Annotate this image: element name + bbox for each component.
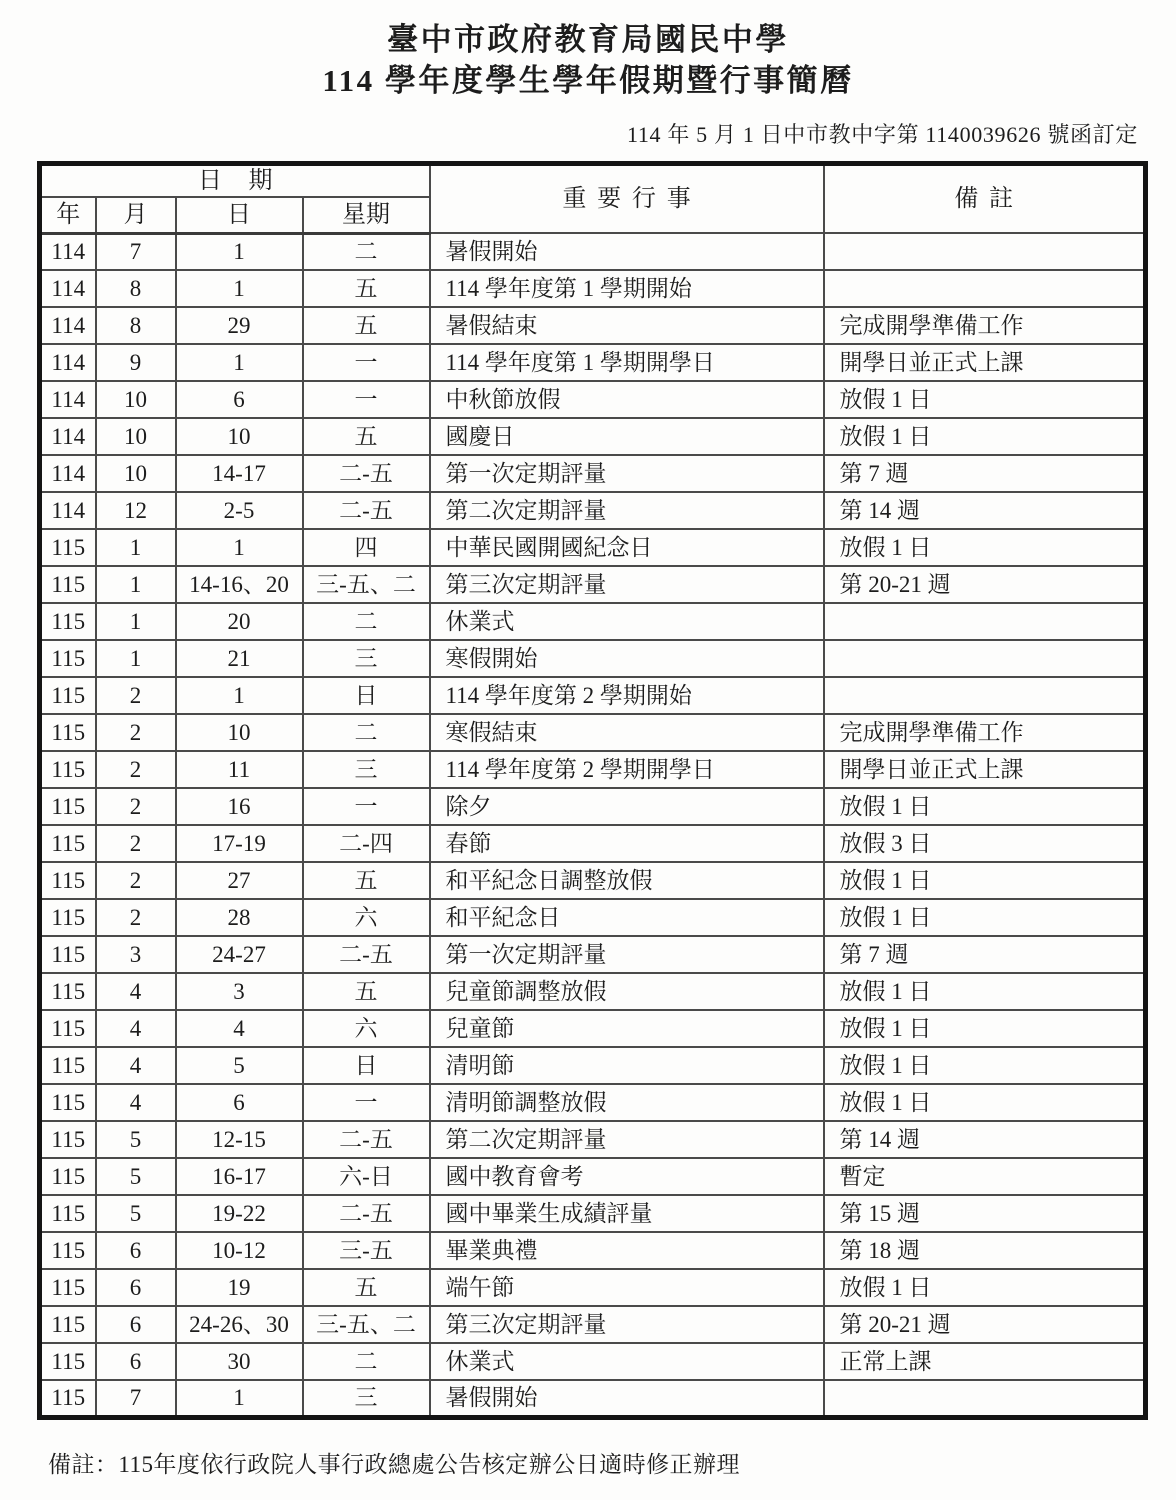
cell-weekday: 五	[303, 1269, 430, 1306]
table-row	[40, 862, 1146, 899]
cell-weekday: 二-五	[303, 1195, 430, 1232]
cell-weekday: 二-五	[303, 455, 430, 492]
cell-month: 2	[96, 899, 176, 936]
table-row	[40, 1306, 1146, 1343]
header-weekday: 星期	[303, 197, 430, 233]
cell-month: 4	[96, 1047, 176, 1084]
header-month: 月	[96, 197, 176, 233]
cell-day: 19-22	[176, 1195, 303, 1232]
table-row	[40, 714, 1146, 751]
cell-weekday: 三-五、二	[303, 566, 430, 603]
cell-year: 115	[40, 936, 96, 973]
cell-event: 中秋節放假	[430, 381, 824, 418]
cell-event: 暑假開始	[430, 1380, 824, 1417]
table-row	[40, 825, 1146, 862]
cell-weekday: 日	[303, 1047, 430, 1084]
table-row	[40, 1343, 1146, 1380]
cell-month: 1	[96, 603, 176, 640]
header-remarks: 備註	[824, 163, 1146, 233]
cell-year: 114	[40, 270, 96, 307]
cell-year: 115	[40, 1084, 96, 1121]
cell-day: 24-26、30	[176, 1306, 303, 1343]
cell-remark: 放假 1 日	[824, 1047, 1146, 1084]
cell-year: 114	[40, 381, 96, 418]
cell-month: 5	[96, 1158, 176, 1195]
cell-event: 清明節	[430, 1047, 824, 1084]
cell-remark: 開學日並正式上課	[824, 751, 1146, 788]
cell-weekday: 一	[303, 1084, 430, 1121]
cell-remark: 放假 1 日	[824, 973, 1146, 1010]
cell-event: 114 學年度第 2 學期開學日	[430, 751, 824, 788]
cell-year: 114	[40, 492, 96, 529]
cell-day: 1	[176, 270, 303, 307]
cell-day: 21	[176, 640, 303, 677]
cell-remark	[824, 677, 1146, 714]
header-important-events: 重要行事	[430, 163, 824, 233]
cell-remark: 第 7 週	[824, 455, 1146, 492]
cell-event: 114 學年度第 1 學期開學日	[430, 344, 824, 381]
cell-weekday: 二-五	[303, 936, 430, 973]
cell-month: 4	[96, 973, 176, 1010]
cell-weekday: 五	[303, 307, 430, 344]
cell-event: 兒童節	[430, 1010, 824, 1047]
cell-month: 7	[96, 1380, 176, 1417]
cell-year: 115	[40, 677, 96, 714]
cell-remark: 放假 3 日	[824, 825, 1146, 862]
table-row	[40, 1380, 1146, 1417]
cell-day: 27	[176, 862, 303, 899]
cell-event: 和平紀念日調整放假	[430, 862, 824, 899]
cell-remark: 第 14 週	[824, 1121, 1146, 1158]
table-row	[40, 381, 1146, 418]
table-row	[40, 270, 1146, 307]
cell-weekday: 三-五	[303, 1232, 430, 1269]
document-title-line1: 臺中市政府教育局國民中學	[387, 22, 789, 57]
cell-month: 1	[96, 640, 176, 677]
cell-event: 第三次定期評量	[430, 1306, 824, 1343]
cell-year: 115	[40, 1158, 96, 1195]
cell-month: 6	[96, 1343, 176, 1380]
cell-month: 2	[96, 788, 176, 825]
cell-remark	[824, 640, 1146, 677]
document-title-line2: 114 學年度學生學年假期暨行事簡曆	[322, 62, 854, 98]
table-row	[40, 1084, 1146, 1121]
cell-remark: 放假 1 日	[824, 381, 1146, 418]
cell-remark: 第 20-21 週	[824, 566, 1146, 603]
cell-remark: 放假 1 日	[824, 899, 1146, 936]
cell-day: 24-27	[176, 936, 303, 973]
table-row	[40, 640, 1146, 677]
cell-day: 5	[176, 1047, 303, 1084]
cell-event: 寒假結束	[430, 714, 824, 751]
table-row	[40, 1047, 1146, 1084]
cell-event: 寒假開始	[430, 640, 824, 677]
cell-remark: 放假 1 日	[824, 1084, 1146, 1121]
cell-day: 19	[176, 1269, 303, 1306]
table-row	[40, 936, 1146, 973]
cell-day: 1	[176, 529, 303, 566]
table-row	[40, 233, 1146, 270]
table-row	[40, 1010, 1146, 1047]
table-row	[40, 1195, 1146, 1232]
cell-month: 2	[96, 714, 176, 751]
cell-weekday: 六	[303, 899, 430, 936]
cell-month: 6	[96, 1269, 176, 1306]
cell-year: 115	[40, 788, 96, 825]
cell-remark: 放假 1 日	[824, 1010, 1146, 1047]
cell-event: 春節	[430, 825, 824, 862]
table-row	[40, 418, 1146, 455]
table-row	[40, 1158, 1146, 1195]
table-row	[40, 566, 1146, 603]
cell-remark: 放假 1 日	[824, 788, 1146, 825]
cell-weekday: 六-日	[303, 1158, 430, 1195]
cell-weekday: 一	[303, 344, 430, 381]
cell-remark: 完成開學準備工作	[824, 714, 1146, 751]
cell-month: 3	[96, 936, 176, 973]
header-year: 年	[40, 197, 96, 233]
cell-remark: 正常上課	[824, 1343, 1146, 1380]
cell-remark	[824, 1380, 1146, 1417]
cell-weekday: 二	[303, 1343, 430, 1380]
cell-event: 國慶日	[430, 418, 824, 455]
cell-event: 第二次定期評量	[430, 492, 824, 529]
cell-day: 12-15	[176, 1121, 303, 1158]
cell-weekday: 五	[303, 418, 430, 455]
cell-remark: 第 18 週	[824, 1232, 1146, 1269]
cell-day: 28	[176, 899, 303, 936]
cell-day: 16-17	[176, 1158, 303, 1195]
cell-weekday: 二	[303, 233, 430, 270]
footnote: 備註：115年度依行政院人事行政總處公告核定辦公日適時修正辦理	[48, 1451, 740, 1477]
cell-year: 115	[40, 899, 96, 936]
cell-year: 115	[40, 825, 96, 862]
cell-year: 114	[40, 418, 96, 455]
cell-event: 休業式	[430, 1343, 824, 1380]
cell-weekday: 六	[303, 1010, 430, 1047]
cell-year: 115	[40, 1232, 96, 1269]
cell-event: 暑假開始	[430, 233, 824, 270]
cell-weekday: 二-四	[303, 825, 430, 862]
cell-month: 7	[96, 233, 176, 270]
cell-year: 115	[40, 751, 96, 788]
cell-weekday: 二	[303, 714, 430, 751]
cell-remark	[824, 603, 1146, 640]
cell-year: 115	[40, 1380, 96, 1417]
cell-year: 115	[40, 714, 96, 751]
cell-year: 115	[40, 1047, 96, 1084]
cell-year: 114	[40, 344, 96, 381]
table-row	[40, 899, 1146, 936]
official-reference-number: 114 年 5 月 1 日中市教中字第 1140039626 號函訂定	[627, 121, 1138, 147]
calendar-table	[37, 161, 1148, 1420]
cell-month: 8	[96, 270, 176, 307]
cell-weekday: 三-五、二	[303, 1306, 430, 1343]
cell-remark	[824, 270, 1146, 307]
cell-year: 115	[40, 603, 96, 640]
cell-month: 2	[96, 825, 176, 862]
header-day: 日	[176, 197, 303, 233]
cell-event: 除夕	[430, 788, 824, 825]
cell-day: 30	[176, 1343, 303, 1380]
cell-month: 10	[96, 455, 176, 492]
table-row	[40, 529, 1146, 566]
cell-day: 1	[176, 677, 303, 714]
cell-weekday: 二	[303, 603, 430, 640]
cell-remark: 第 14 週	[824, 492, 1146, 529]
cell-remark: 開學日並正式上課	[824, 344, 1146, 381]
cell-event: 暑假結束	[430, 307, 824, 344]
cell-remark: 放假 1 日	[824, 529, 1146, 566]
cell-month: 10	[96, 381, 176, 418]
cell-month: 4	[96, 1084, 176, 1121]
cell-day: 4	[176, 1010, 303, 1047]
calendar-table-body	[40, 233, 1146, 1417]
cell-year: 114	[40, 455, 96, 492]
table-row	[40, 1269, 1146, 1306]
cell-day: 29	[176, 307, 303, 344]
cell-day: 10	[176, 418, 303, 455]
cell-day: 20	[176, 603, 303, 640]
cell-year: 115	[40, 1195, 96, 1232]
cell-weekday: 三	[303, 640, 430, 677]
cell-day: 2-5	[176, 492, 303, 529]
cell-month: 1	[96, 566, 176, 603]
cell-day: 16	[176, 788, 303, 825]
cell-day: 1	[176, 344, 303, 381]
table-row	[40, 344, 1146, 381]
cell-month: 4	[96, 1010, 176, 1047]
cell-weekday: 五	[303, 270, 430, 307]
table-row	[40, 455, 1146, 492]
table-row	[40, 788, 1146, 825]
calendar-table-header	[40, 163, 1146, 233]
cell-event: 國中教育會考	[430, 1158, 824, 1195]
cell-month: 5	[96, 1121, 176, 1158]
cell-month: 6	[96, 1306, 176, 1343]
cell-event: 端午節	[430, 1269, 824, 1306]
cell-remark: 放假 1 日	[824, 862, 1146, 899]
cell-month: 6	[96, 1232, 176, 1269]
cell-month: 1	[96, 529, 176, 566]
cell-month: 9	[96, 344, 176, 381]
cell-year: 115	[40, 640, 96, 677]
cell-month: 8	[96, 307, 176, 344]
cell-weekday: 三	[303, 1380, 430, 1417]
cell-day: 1	[176, 233, 303, 270]
table-row	[40, 603, 1146, 640]
cell-day: 6	[176, 1084, 303, 1121]
cell-day: 17-19	[176, 825, 303, 862]
cell-month: 2	[96, 677, 176, 714]
cell-remark: 放假 1 日	[824, 1269, 1146, 1306]
cell-year: 114	[40, 233, 96, 270]
cell-event: 和平紀念日	[430, 899, 824, 936]
cell-weekday: 五	[303, 973, 430, 1010]
table-row	[40, 751, 1146, 788]
cell-year: 115	[40, 1269, 96, 1306]
cell-event: 114 學年度第 1 學期開始	[430, 270, 824, 307]
table-row	[40, 492, 1146, 529]
table-row	[40, 307, 1146, 344]
cell-remark: 第 20-21 週	[824, 1306, 1146, 1343]
cell-year: 115	[40, 529, 96, 566]
cell-year: 115	[40, 1343, 96, 1380]
cell-event: 中華民國開國紀念日	[430, 529, 824, 566]
cell-remark: 第 15 週	[824, 1195, 1146, 1232]
cell-event: 114 學年度第 2 學期開始	[430, 677, 824, 714]
cell-day: 10	[176, 714, 303, 751]
cell-year: 115	[40, 973, 96, 1010]
cell-year: 115	[40, 1306, 96, 1343]
cell-event: 第二次定期評量	[430, 1121, 824, 1158]
cell-day: 14-17	[176, 455, 303, 492]
cell-month: 10	[96, 418, 176, 455]
cell-remark: 放假 1 日	[824, 418, 1146, 455]
cell-event: 畢業典禮	[430, 1232, 824, 1269]
cell-event: 清明節調整放假	[430, 1084, 824, 1121]
cell-remark: 第 7 週	[824, 936, 1146, 973]
table-row	[40, 1121, 1146, 1158]
cell-day: 14-16、20	[176, 566, 303, 603]
cell-year: 115	[40, 566, 96, 603]
cell-year: 115	[40, 1121, 96, 1158]
cell-year: 115	[40, 862, 96, 899]
cell-month: 12	[96, 492, 176, 529]
cell-weekday: 五	[303, 862, 430, 899]
cell-month: 2	[96, 862, 176, 899]
cell-weekday: 四	[303, 529, 430, 566]
cell-day: 3	[176, 973, 303, 1010]
cell-day: 1	[176, 1380, 303, 1417]
table-row	[40, 973, 1146, 1010]
cell-weekday: 三	[303, 751, 430, 788]
cell-day: 6	[176, 381, 303, 418]
cell-event: 國中畢業生成績評量	[430, 1195, 824, 1232]
cell-event: 第一次定期評量	[430, 455, 824, 492]
cell-event: 兒童節調整放假	[430, 973, 824, 1010]
cell-weekday: 日	[303, 677, 430, 714]
cell-weekday: 二-五	[303, 492, 430, 529]
table-row	[40, 1232, 1146, 1269]
cell-year: 114	[40, 307, 96, 344]
cell-weekday: 一	[303, 381, 430, 418]
cell-event: 第三次定期評量	[430, 566, 824, 603]
cell-remark: 完成開學準備工作	[824, 307, 1146, 344]
cell-weekday: 二-五	[303, 1121, 430, 1158]
cell-month: 2	[96, 751, 176, 788]
cell-month: 5	[96, 1195, 176, 1232]
cell-remark: 暫定	[824, 1158, 1146, 1195]
cell-event: 第一次定期評量	[430, 936, 824, 973]
cell-weekday: 一	[303, 788, 430, 825]
cell-remark	[824, 233, 1146, 270]
cell-year: 115	[40, 1010, 96, 1047]
table-row	[40, 677, 1146, 714]
cell-day: 10-12	[176, 1232, 303, 1269]
cell-day: 11	[176, 751, 303, 788]
cell-event: 休業式	[430, 603, 824, 640]
header-date-group: 日期	[40, 163, 430, 197]
